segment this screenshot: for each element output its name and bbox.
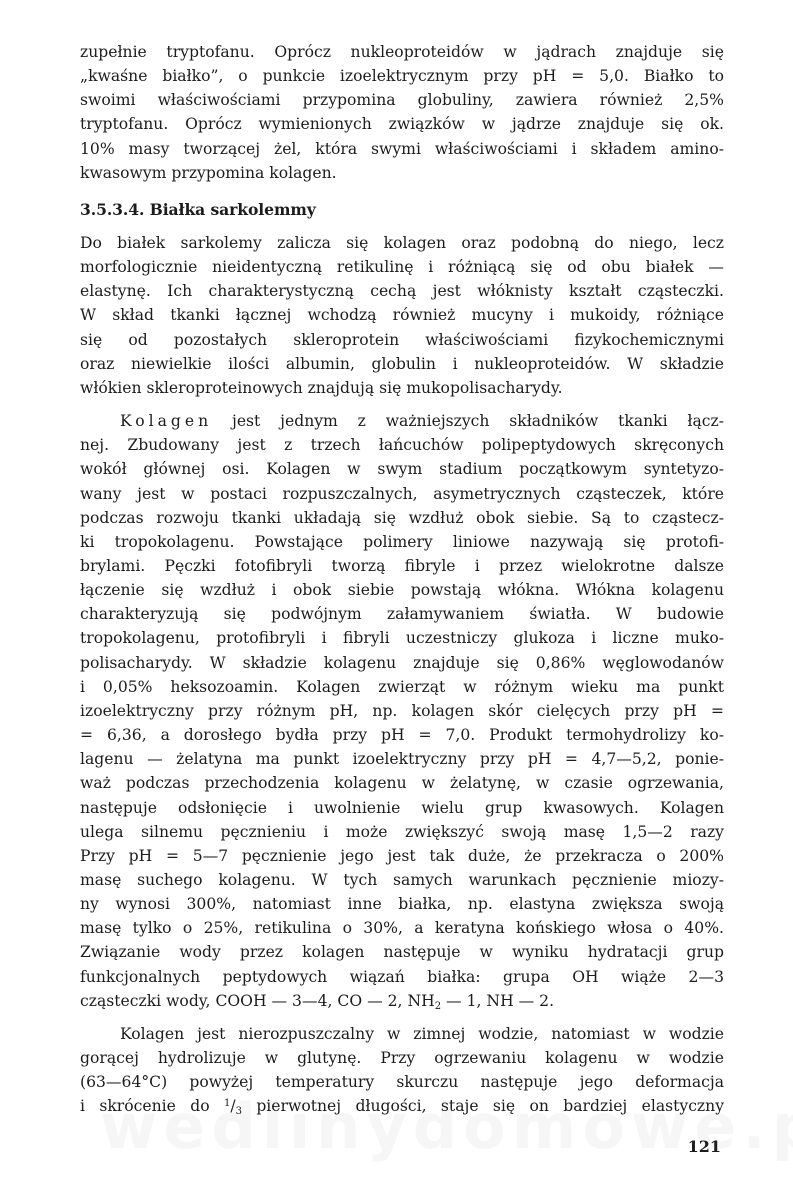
text-line: podczas rozwoju tkanki układają się wzdłuż obok siebie. Są to cząstecz- [80, 508, 724, 527]
text-line: funkcjonalnych peptydowych wiązań białka: grupa OH wiąże 2—3 [80, 967, 724, 986]
text-line: oraz niewielkie ilości albumin, globulin i nukleoproteidów. W składzie [80, 354, 724, 373]
text-line: masę suchego kolagenu. W tych samych warunkach pęcznienie miozy- [80, 871, 724, 889]
fraction-slash: / [230, 1097, 236, 1116]
section-heading: 3.5.3.4. Białka sarkolemmy [80, 199, 316, 219]
text-line: waż podczas przechodzenia kolagenu w żelatynę, w czasie ogrzewania, [80, 774, 724, 793]
paragraph-nucleus [80, 40, 724, 185]
text-line: tryptofanu. Oprócz wymienionych związków w jądrze znajduje się ok. [80, 115, 724, 134]
text-line: brylami. Pęczki fotofibryli tworzą fibryle i przez wielokrotne dalsze [80, 556, 724, 575]
text-line: Związanie wody przez kolagen następuje w wyniku hydratacji grup [80, 943, 724, 962]
text-fragment: jest jednym z ważniejszych składników tkanki łącz- [212, 412, 724, 431]
text-line: wany jest w postaci rozpuszczalnych, asymetrycznych cząsteczek, które [80, 484, 724, 503]
text-line: polisacharydy. W składzie kolagenu znajduje się 0,86% węglowodanów [80, 653, 724, 672]
page-number: 121 [687, 1137, 721, 1156]
text-line: zupełnie tryptofanu. Oprócz nukleoproteidów w jądrach znajduje się [80, 43, 724, 61]
text-line: elastynę. Ich charakterystyczną cechą jest włóknisty kształt cząsteczki. [80, 282, 724, 301]
text-line [80, 409, 724, 433]
paragraph-collagen-heating [80, 1022, 724, 1119]
fraction-numerator: 1 [223, 1098, 231, 1110]
text-line: włókien skleroproteinowych znajdują się mukopolisacharydy. [80, 378, 563, 397]
fraction-denominator: 3 [235, 1106, 242, 1118]
text-line: Przy pH = 5—7 pęcznienie jego jest tak duże, że przekracza o 200% [80, 846, 724, 865]
text-line: izoelektryczny przy różnym pH, np. kolagen skór cielęcych przy pH = [80, 701, 724, 720]
paragraph-sarcolemma [80, 231, 724, 400]
text-line: się od pozostałych skleroprotein właściwościami fizykochemicznymi [80, 330, 724, 349]
text-line: 10% masy tworzącej żel, która swymi właściwościami i składem amino- [80, 139, 724, 158]
text-fragment: — 1, NH — 2. [441, 991, 555, 1010]
text-line: i 0,05% heksozoamin. Kolagen zwierząt w różnym wieku ma punkt [80, 677, 724, 696]
text-line: „kwaśne białko”, o punkcie izoelektrycznym przy pH = 5,0. Białko to [80, 67, 724, 86]
text-line: Kolagen jest nierozpuszczalny w zimnej wodzie, natomiast w wodzie [120, 1024, 724, 1043]
text-line: morfologicznie nieidentyczną retikulinę i różniącą się od obu białek — [80, 258, 724, 277]
text-fragment: i skrócenie do [80, 1097, 224, 1116]
text-line: masę tylko o 25%, retikulina o 30%, a keratyna końskiego włosa o 40%. [80, 919, 724, 938]
text-line: lagenu — żelatyna ma punkt izoelektryczny przy pH = 4,7—5,2, ponie- [80, 750, 724, 769]
text-line: kwasowym przypomina kolagen. [80, 163, 337, 182]
text-line: (63—64°C) powyżej temperatury skurczu następuje jego deformacja [80, 1073, 724, 1092]
spaced-term: Kolagen [120, 412, 213, 431]
text-fragment: pierwotnej długości, staje się on bardziej elastyczny [241, 1097, 724, 1116]
text-line: ny wynosi 300%, natomiast inne białka, np. elastyna zwiększa swoją [80, 895, 724, 914]
text-line: tropokolagenu, protofibryli i fibryli uczestniczy glukoza i liczne muko- [80, 629, 724, 648]
text-line: następuje odsłonięcie i uwolnienie wielu grup kwasowych. Kolagen [80, 798, 724, 817]
text-line: ulega silnemu pęcznieniu i może zwiększyć swoją masę 1,5—2 razy [80, 822, 724, 841]
text-line [80, 989, 724, 1013]
text-fragment: cząsteczki wody, COOH — 3—4, CO — 2, NH [80, 991, 435, 1010]
text-line: gorącej hydrolizuje w glutynę. Przy ogrzewaniu kolagenu w wodzie [80, 1049, 724, 1068]
text-line: charakteryzują się podwójnym załamywaniem światła. W budowie [80, 605, 724, 624]
subscript: 2 [434, 1000, 442, 1012]
text-line: W skład tkanki łącznej wchodzą również mucyny i mukoidy, różniące [80, 306, 724, 325]
text-line: łączenie się wzdłuż i obok siebie powstają włókna. Włókna kolagenu [80, 581, 724, 600]
text-line [80, 1094, 724, 1118]
text-line: ki tropokolagenu. Powstające polimery liniowe nazywają się protofi- [80, 532, 724, 551]
text-line: Do białek sarkolemy zalicza się kolagen oraz podobną do niego, lecz [80, 233, 724, 252]
text-line: nej. Zbudowany jest z trzech łańcuchów polipeptydowych skręconych [80, 436, 724, 455]
page-body [80, 40, 724, 1119]
text-line: = 6,36, a dorosłego bydła przy pH = 7,0. Produkt termohydrolizy ko- [80, 726, 724, 745]
text-line: wokół głównej osi. Kolagen w swym stadium początkowym syntetyzo- [80, 460, 724, 479]
text-line: swoimi właściwościami przypomina globuliny, zawiera również 2,5% [80, 91, 724, 110]
paragraph-collagen [80, 409, 724, 1013]
